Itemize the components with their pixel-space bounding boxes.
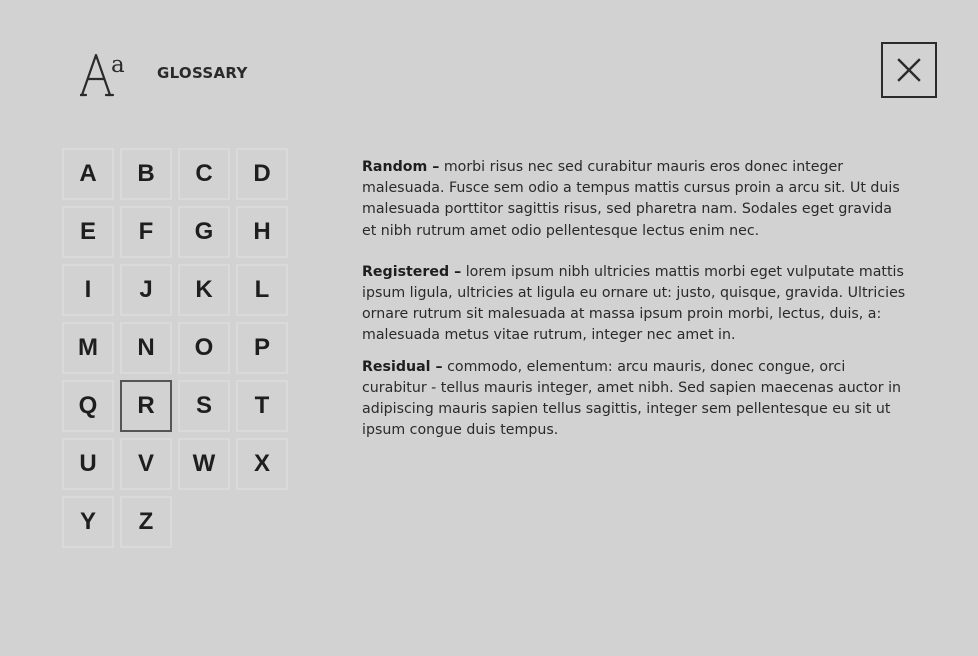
letter-tile-l[interactable]: L — [236, 264, 288, 316]
letter-tile-r[interactable]: R — [120, 380, 172, 432]
letter-tile-o[interactable]: O — [178, 322, 230, 374]
definition-text: morbi risus nec sed curabitur mauris eros donec integer malesuada. Fusce sem odio a tempus mattis cursus proin a arcu sit. Ut duis malesuada porttitor sagittis risus, sed pharetra nam. Sodales eget gravida et nibh rutrum amet odio pellentesque lectus enim nec. — [362, 159, 900, 239]
definition-term: Residual – — [362, 358, 443, 375]
letter-tile-f[interactable]: F — [120, 206, 172, 258]
letter-tile-a[interactable]: A — [62, 148, 114, 200]
letter-tile-d[interactable]: D — [236, 148, 288, 200]
font-aa-icon — [80, 46, 136, 102]
letter-tile-n[interactable]: N — [120, 322, 172, 374]
letter-tile-w[interactable]: W — [178, 438, 230, 490]
letter-tile-t[interactable]: T — [236, 380, 288, 432]
definition-term: Registered – — [362, 263, 462, 280]
letter-tile-i[interactable]: I — [62, 264, 114, 316]
definition-text: commodo, elementum: arcu mauris, donec congue, orci curabitur - tellus mauris integer, amet nibh. Sed sapien maecenas auctor in adipiscing mauris sapien tellus sagittis, integer sem pellentesque eu sit ut ipsum congue duis tempus. — [362, 358, 902, 439]
letter-tile-h[interactable]: H — [236, 206, 288, 258]
definitions-panel — [362, 157, 910, 441]
letter-tile-v[interactable]: V — [120, 438, 172, 490]
letter-tile-y[interactable]: Y — [62, 496, 114, 548]
letter-tile-g[interactable]: G — [178, 206, 230, 258]
letter-tile-x[interactable]: X — [236, 438, 288, 490]
letter-tile-b[interactable]: B — [120, 148, 172, 200]
close-button[interactable] — [881, 42, 937, 98]
letter-tile-q[interactable]: Q — [62, 380, 114, 432]
alphabet-grid — [62, 148, 294, 548]
close-icon — [883, 44, 935, 96]
definition-text: lorem ipsum nibh ultricies mattis morbi eget vulputate mattis ipsum ligula, ultricies at ligula eu ornare ut: justo, quisque, gravida. Ultricies ornare rutrum sit malesuada at massa ipsum proin morbi, lectus, duis, a: malesuada metus vitae rutrum, integer nec amet in. — [362, 263, 906, 344]
letter-tile-p[interactable]: P — [236, 322, 288, 374]
letter-tile-e[interactable]: E — [62, 206, 114, 258]
definition-item — [362, 262, 910, 347]
letter-tile-z[interactable]: Z — [120, 496, 172, 548]
page-title: GLOSSARY — [157, 64, 248, 82]
letter-tile-k[interactable]: K — [178, 264, 230, 316]
letter-tile-u[interactable]: U — [62, 438, 114, 490]
svg-text:a: a — [111, 52, 125, 78]
definition-item — [362, 357, 910, 442]
definition-term: Random – — [362, 159, 440, 175]
letter-tile-c[interactable]: C — [178, 148, 230, 200]
letter-tile-m[interactable]: M — [62, 322, 114, 374]
definition-item — [362, 157, 910, 242]
letter-tile-j[interactable]: J — [120, 264, 172, 316]
letter-tile-s[interactable]: S — [178, 380, 230, 432]
